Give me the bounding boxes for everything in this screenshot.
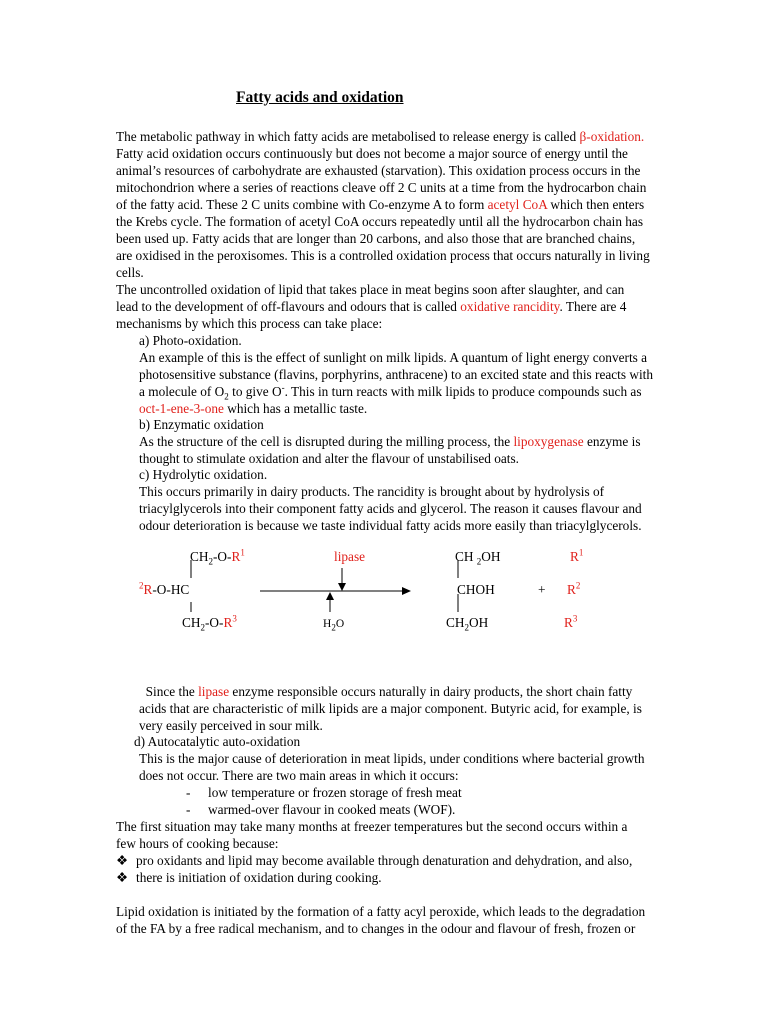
water-label <box>323 616 344 633</box>
r-group: R <box>564 615 573 630</box>
text: enzyme is <box>583 434 641 449</box>
dash-list-item <box>186 801 455 818</box>
text: there is initiation of oxidation during cooking. <box>136 870 382 885</box>
paragraph-line: This occurs primarily in dairy products. The rancidity is brought about by hydrolysis of <box>139 484 605 499</box>
superscript: 3 <box>572 613 578 624</box>
text: of the fatty acid. These 2 C units combine with Co-enzyme A to form <box>116 197 488 212</box>
r-group: R <box>570 549 579 564</box>
mechanism-heading: a) Photo-oxidation. <box>139 333 242 348</box>
paragraph-line: An example of this is the effect of sunlight on milk lipids. A quantum of light energy converts a <box>139 350 648 365</box>
superscript: 1 <box>240 547 245 558</box>
r-group: R <box>231 549 241 564</box>
lipase-label: lipase <box>334 549 366 564</box>
lipase-reaction-diagram <box>0 540 768 640</box>
text: CH <box>455 549 477 564</box>
subscript: 2 <box>224 391 229 402</box>
lipase-arrowhead <box>338 583 346 591</box>
highlight-term: lipase <box>198 684 230 699</box>
text: CH <box>190 549 209 564</box>
bullet-diamond-icon: ❖ <box>116 853 128 868</box>
paragraph-line: Lipid oxidation is initiated by the formation of a fatty acyl peroxide, which leads to the degradation <box>116 904 646 919</box>
paragraph-line: Fatty acid oxidation occurs continuously but does not become a major source of energy until the <box>116 146 628 161</box>
paragraph-line: been used up. Fatty acids that are longer than 20 carbons, and also those that are branched chains, <box>116 231 636 246</box>
substrate-middle <box>139 581 189 598</box>
subscript: 2 <box>331 622 336 633</box>
bullet-list-item <box>116 852 632 869</box>
text: which then enters <box>547 197 645 212</box>
text: a molecule of O <box>139 384 225 399</box>
text: enzyme responsible occurs naturally in dairy products, the short chain fatty <box>229 684 633 699</box>
water-arrowhead <box>326 592 334 600</box>
glycerol-top <box>455 548 501 565</box>
r-group: R <box>143 582 153 597</box>
paragraph-line <box>116 298 626 315</box>
text: -O-HC <box>152 582 190 597</box>
text: O <box>335 618 345 630</box>
text: pro oxidants and lipid may become available through denaturation and dehydration, and also, <box>136 853 633 868</box>
paragraph-line: triacylglycerols into their component fatty acids and glycerol. The reason it causes flavour and <box>139 501 642 516</box>
highlight-term: oct-1-ene-3-one <box>139 401 224 416</box>
subscript: 2 <box>464 622 469 633</box>
superscript: 3 <box>232 613 237 624</box>
text: to give O <box>228 384 282 399</box>
text: H <box>323 618 332 630</box>
superscript: 1 <box>578 547 584 558</box>
paragraph-line: are oxidised in the peroxisomes. This is a controlled oxidation process that occurs naturally in living <box>116 248 650 263</box>
page-title: Fatty acids and oxidation <box>236 89 404 106</box>
paragraph-line: does not occur. There are two main areas in which it occurs: <box>139 768 459 783</box>
paragraph-line: animal’s resources of carbohydrate are exhausted (starvation). This oxidation process occurs in the <box>116 163 641 178</box>
text: CH <box>446 615 465 630</box>
product-r3 <box>564 614 577 631</box>
paragraph-line: mitochondrion where a series of reactions cleave off 2 C units at a time from the hydrocarbon chain <box>116 180 647 195</box>
text: Since the <box>139 684 199 699</box>
paragraph-line <box>116 196 644 213</box>
mechanism-heading: d) Autocatalytic auto-oxidation <box>134 734 301 749</box>
paragraph-line <box>139 400 367 417</box>
paragraph-line: few hours of cooking because: <box>116 836 279 851</box>
text: which has a metallic taste. <box>223 401 368 416</box>
highlight-term: lipoxygenase <box>513 434 584 449</box>
text: . There are 4 <box>559 299 627 314</box>
superscript: 2 <box>575 580 581 591</box>
text: OH <box>468 615 489 630</box>
highlight-term: β-oxidation. <box>579 129 645 144</box>
mechanism-heading: b) Enzymatic oxidation <box>139 417 264 432</box>
text: -O- <box>212 549 232 564</box>
bullet-diamond-icon: ❖ <box>116 870 128 885</box>
paragraph-line: acids that are characteristic of milk lipids are a major component. Butyric acid, for example, is <box>139 701 642 716</box>
paragraph-line <box>139 433 641 450</box>
reaction-arrowhead <box>402 587 411 595</box>
r-group: R <box>567 582 576 597</box>
text: lead to the development of off-flavours and odours that is called <box>116 299 461 314</box>
dash-list-item <box>186 784 462 801</box>
paragraph-line <box>139 683 632 700</box>
highlight-term: acetyl CoA <box>487 197 548 212</box>
dash-marker: - <box>186 802 191 817</box>
text: The metabolic pathway in which fatty acids are metabolised to release energy is called <box>116 129 580 144</box>
paragraph-line: the Krebs cycle. The formation of acetyl CoA occurs repeatedly until all the hydrocarbon chain has <box>116 214 644 229</box>
text: As the structure of the cell is disrupted during the milling process, the <box>139 434 514 449</box>
paragraph-line <box>139 383 642 400</box>
superscript: - <box>281 382 285 393</box>
paragraph-line <box>116 128 644 145</box>
highlight-term: oxidative rancidity <box>460 299 560 314</box>
text: CH <box>182 615 201 630</box>
glycerol-bottom <box>446 614 488 631</box>
mechanism-heading: c) Hydrolytic oxidation. <box>139 467 268 482</box>
paragraph-line: very easily perceived in sour milk. <box>139 718 323 733</box>
text: warmed-over flavour in cooked meats (WOF). <box>208 802 456 817</box>
paragraph-line: photosensitive substance (flavins, porphyrins, anthracene) to an excited state and this reacts with <box>139 367 653 382</box>
paragraph-line: thought to stimulate oxidation and alter the flavour of unstabilised oats. <box>139 451 519 466</box>
text: OH <box>481 549 501 564</box>
paragraph-line: odour deterioration is because we taste individual fatty acids more easily than triacylglycerols. <box>139 518 642 533</box>
bullet-list-item <box>116 869 382 886</box>
plus-sign: + <box>538 582 546 597</box>
paragraph-line: The uncontrolled oxidation of lipid that takes place in meat begins soon after slaughter, and can <box>116 282 625 297</box>
paragraph-line: mechanisms by which this process can take place: <box>116 316 383 331</box>
product-r1 <box>570 548 583 565</box>
text: . This in turn reacts with milk lipids to produce compounds such as <box>284 384 642 399</box>
paragraph-line: This is the major cause of deterioration in meat lipids, under conditions where bacterial growth <box>139 751 645 766</box>
reaction-lines <box>0 540 768 640</box>
text: low temperature or frozen storage of fresh meat <box>208 785 462 800</box>
text: -O- <box>204 615 224 630</box>
paragraph-line: of the FA by a free radical mechanism, and to changes in the odour and flavour of fresh, frozen or <box>116 921 636 936</box>
dash-marker: - <box>186 785 191 800</box>
paragraph-line: cells. <box>116 265 144 280</box>
subscript: 2 <box>208 556 213 567</box>
superscript: 2 <box>139 580 144 591</box>
substrate-bottom <box>182 614 237 631</box>
glycerol-middle: CHOH <box>457 582 495 597</box>
subscript: 2 <box>200 622 205 633</box>
r-group: R <box>223 615 233 630</box>
product-r2 <box>567 581 580 598</box>
paragraph-line: The first situation may take many months at freezer temperatures but the second occurs within a <box>116 819 628 834</box>
subscript: 2 <box>476 556 482 567</box>
substrate-top <box>190 548 245 565</box>
